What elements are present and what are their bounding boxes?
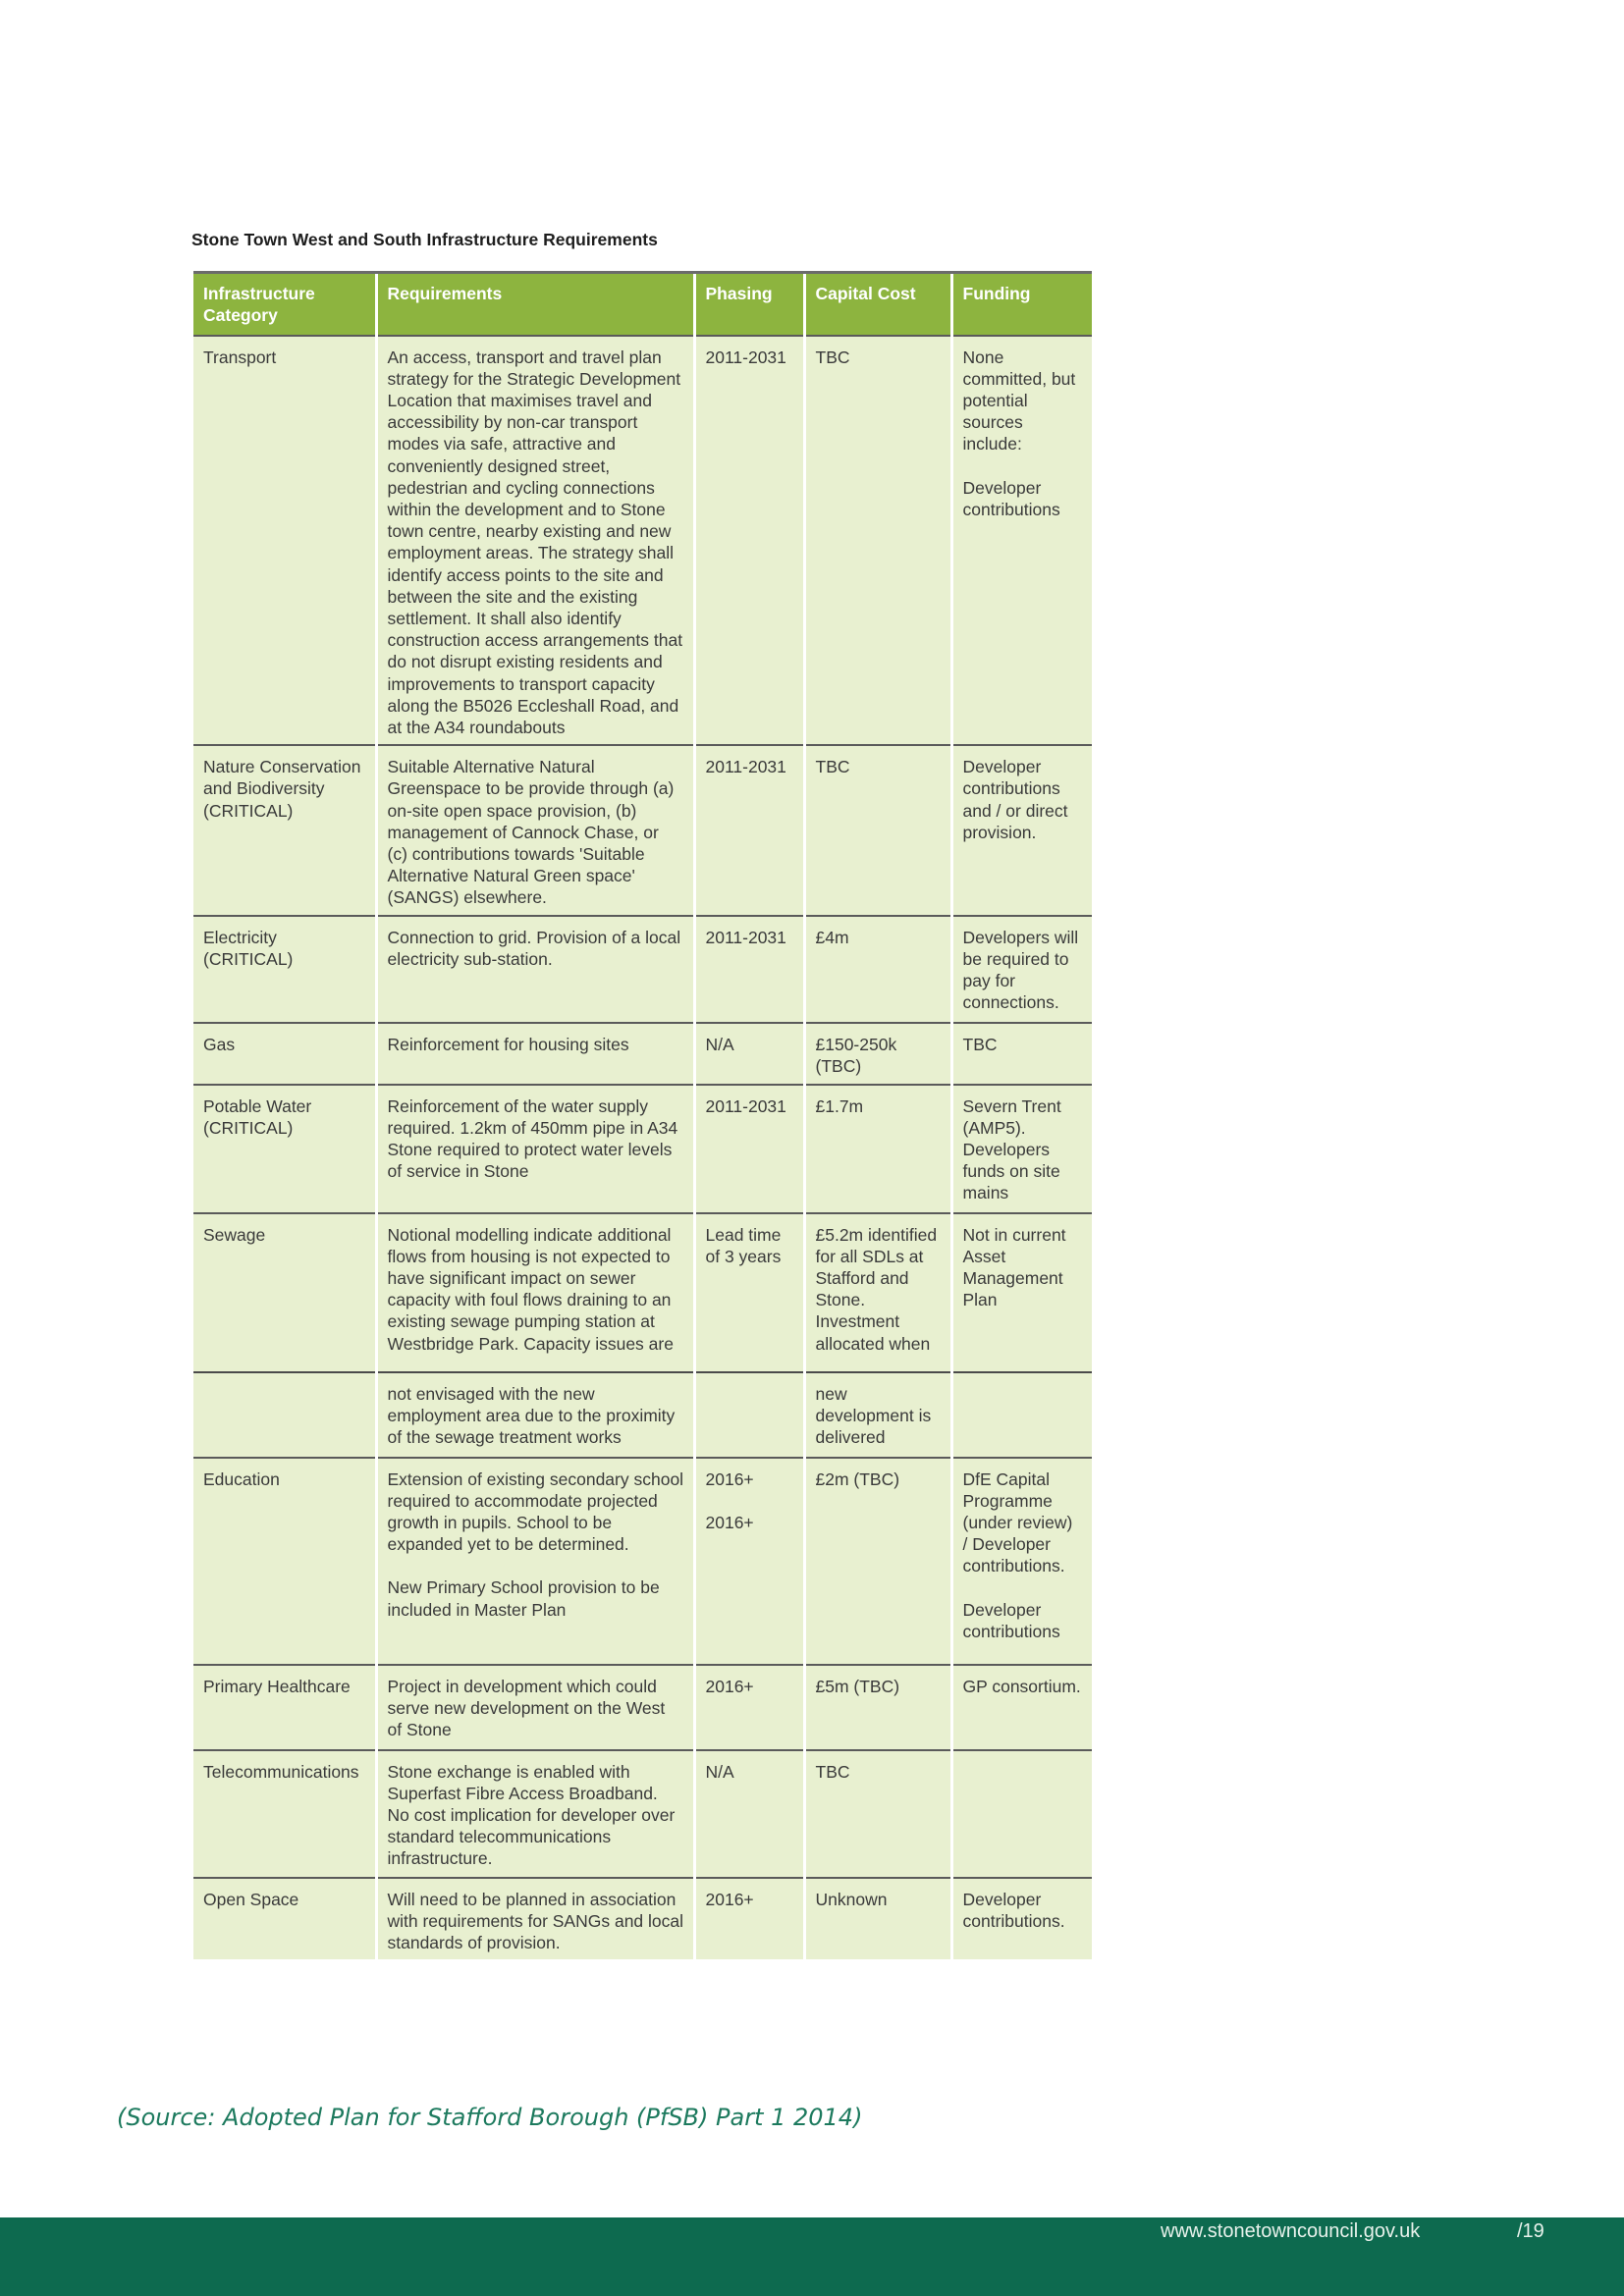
- cell-line: of service in Stone: [387, 1161, 529, 1182]
- cell-line: Asset: [962, 1246, 1006, 1266]
- cell-phasing: [694, 1023, 804, 1085]
- cell-line: sources: [962, 412, 1023, 433]
- cell-requirements: [376, 745, 694, 915]
- cell-line: £2m (TBC): [815, 1468, 900, 1489]
- cell-line: GP consortium.: [962, 1676, 1081, 1696]
- cell-line: (under review): [962, 1512, 1073, 1532]
- cell-phasing: [694, 1085, 804, 1213]
- cell-line: Superfast Fibre Access Broadband.: [387, 1783, 658, 1803]
- table-title: Stone Town West and South Infrastructure Requirements: [191, 230, 658, 249]
- cell-line: (CRITICAL): [203, 1117, 294, 1138]
- cell-line: / Developer: [962, 1534, 1051, 1555]
- table-row: [193, 1213, 1092, 1372]
- cell-capital-cost: [804, 1372, 951, 1458]
- cell-requirements: [376, 1213, 694, 1372]
- table-header: [193, 273, 1092, 336]
- cell-line: Plan: [962, 1290, 998, 1310]
- cell-category: [193, 1085, 376, 1213]
- cell-category: [193, 745, 376, 915]
- cell-capital-cost: [804, 745, 951, 915]
- cell-line: pay for: [962, 970, 1015, 990]
- cell-requirements: [376, 1750, 694, 1878]
- cell-line: Developers: [962, 1139, 1051, 1159]
- cell-line: potential: [962, 390, 1028, 410]
- cell-line: Westbridge Park. Capacity issues are: [387, 1333, 674, 1354]
- cell-line: identify access points to the site and: [387, 564, 664, 585]
- table-row: [193, 916, 1092, 1023]
- cell-line: connections.: [962, 992, 1059, 1013]
- cell-line: Management: [962, 1267, 1063, 1288]
- cell-line: Alternative Natural Green space': [387, 866, 635, 886]
- cell-line: Project in development which could: [387, 1676, 657, 1696]
- cell-line: employment areas. The strategy shall: [387, 543, 674, 563]
- cell-line: DfE Capital: [962, 1468, 1051, 1489]
- cell-line: existing sewage pumping station at: [387, 1311, 655, 1332]
- cell-line: 2016+: [705, 1512, 754, 1532]
- cell-line: TBC: [815, 757, 850, 777]
- cell-line: Will need to be planned in association: [387, 1889, 677, 1909]
- cell-line: allocated when: [815, 1333, 931, 1354]
- cell-line: Extension of existing secondary school: [387, 1468, 684, 1489]
- cell-line: N/A: [705, 1761, 734, 1782]
- cell-line: mains: [962, 1183, 1009, 1203]
- cell-line: 2011-2031: [705, 347, 786, 367]
- cell-line: along the B5026 Eccleshall Road, and: [387, 695, 679, 716]
- cell-line: settlement. It shall also identify: [387, 608, 622, 628]
- cell-line: 2016+: [705, 1468, 754, 1489]
- cell-line: Suitable Alternative Natural: [387, 757, 595, 777]
- cell-phasing: [694, 336, 804, 746]
- cell-capital-cost: [804, 1023, 951, 1085]
- table-row: [193, 1085, 1092, 1213]
- table-row: [193, 1023, 1092, 1085]
- cell-funding: [951, 916, 1092, 1023]
- cell-funding: [951, 1665, 1092, 1750]
- cell-line: have significant impact on sewer: [387, 1267, 636, 1288]
- cell-line: improvements to transport capacity: [387, 673, 655, 694]
- cell-line: Connection to grid. Provision of a local: [387, 927, 681, 947]
- cell-funding: [951, 1458, 1092, 1665]
- cell-line: within the development and to Stone: [387, 499, 666, 519]
- cell-line: of 3 years: [705, 1246, 782, 1266]
- cell-funding: [951, 336, 1092, 746]
- cell-line: funds on site: [962, 1161, 1060, 1182]
- cell-line: Transport: [203, 347, 277, 367]
- cell-line: Not in current: [962, 1224, 1066, 1245]
- cell-line: Developer: [962, 757, 1042, 777]
- header-infrastructure-category: Infrastructure Category: [193, 273, 376, 336]
- table-row: [193, 1750, 1092, 1878]
- cell-requirements: [376, 1878, 694, 1960]
- cell-phasing: [694, 1372, 804, 1458]
- cell-line: Reinforcement for housing sites: [387, 1034, 629, 1054]
- cell-capital-cost: [804, 1750, 951, 1878]
- cell-line: at the A34 roundabouts: [387, 717, 566, 737]
- cell-line: not envisaged with the new: [387, 1383, 595, 1404]
- cell-line: Lead time: [705, 1224, 782, 1245]
- cell-line: Open Space: [203, 1889, 299, 1909]
- cell-category: [193, 1213, 376, 1372]
- cell-category: [193, 1878, 376, 1960]
- cell-line: Investment: [815, 1311, 900, 1332]
- cell-line: Developers will: [962, 927, 1079, 947]
- cell-line: infrastructure.: [387, 1848, 493, 1869]
- cell-line: Notional modelling indicate additional: [387, 1224, 672, 1245]
- cell-line: 2011-2031: [705, 1095, 786, 1116]
- cell-line: Potable Water: [203, 1095, 312, 1116]
- footer-website: www.stonetowncouncil.gov.uk: [1161, 2220, 1421, 2242]
- cell-category: [193, 1458, 376, 1665]
- cell-funding: [951, 1213, 1092, 1372]
- cell-line: electricity sub-station.: [387, 948, 553, 969]
- cell-line: 2016+: [705, 1676, 754, 1696]
- cell-line: Nature Conservation: [203, 757, 361, 777]
- cell-funding: [951, 1750, 1092, 1878]
- cell-line: standards of provision.: [387, 1932, 561, 1952]
- cell-category: [193, 916, 376, 1023]
- cell-category: [193, 336, 376, 746]
- table-row: [193, 745, 1092, 915]
- cell-capital-cost: [804, 1085, 951, 1213]
- cell-line: required. 1.2km of 450mm pipe in A34: [387, 1117, 678, 1138]
- cell-line: conveniently designed street,: [387, 455, 611, 476]
- cell-line: standard telecommunications: [387, 1827, 612, 1847]
- cell-line: of Stone: [387, 1719, 452, 1739]
- header-phasing: Phasing: [694, 273, 804, 336]
- cell-funding: [951, 1085, 1092, 1213]
- cell-phasing: [694, 1750, 804, 1878]
- cell-line: contributions: [962, 1621, 1060, 1641]
- cell-line: £150-250k: [815, 1034, 897, 1054]
- cell-funding: [951, 1023, 1092, 1085]
- cell-line: contributions.: [962, 1910, 1065, 1931]
- cell-line: capacity with foul flows draining to an: [387, 1290, 672, 1310]
- cell-line: contributions: [962, 499, 1060, 519]
- cell-line: between the site and the existing: [387, 586, 638, 607]
- cell-line: of the sewage treatment works: [387, 1426, 622, 1447]
- cell-line: An access, transport and travel plan: [387, 347, 662, 367]
- cell-line: committed, but: [962, 368, 1076, 389]
- cell-line: Reinforcement of the water supply: [387, 1095, 649, 1116]
- cell-line: 2011-2031: [705, 927, 786, 947]
- cell-requirements: [376, 1085, 694, 1213]
- cell-line: (c) contributions towards 'Suitable: [387, 843, 645, 864]
- cell-line: Developer: [962, 1889, 1042, 1909]
- cell-line: accessibility by non-car transport: [387, 412, 638, 433]
- cell-capital-cost: [804, 1665, 951, 1750]
- cell-line: 2016+: [705, 1889, 754, 1909]
- table-row: [193, 1458, 1092, 1665]
- cell-line: growth in pupils. School to be: [387, 1512, 613, 1532]
- cell-line: Primary Healthcare: [203, 1676, 351, 1696]
- cell-category: [193, 1372, 376, 1458]
- cell-line: included in Master Plan: [387, 1599, 567, 1620]
- cell-capital-cost: [804, 916, 951, 1023]
- cell-line: TBC: [815, 347, 850, 367]
- cell-capital-cost: [804, 1878, 951, 1960]
- page-number: /19: [1517, 2220, 1544, 2242]
- cell-line: £1.7m: [815, 1095, 864, 1116]
- cell-line: Education: [203, 1468, 280, 1489]
- cell-line: employment area due to the proximity: [387, 1405, 676, 1425]
- cell-line: with requirements for SANGs and local: [387, 1910, 684, 1931]
- cell-category: [193, 1665, 376, 1750]
- header-capital-cost: Capital Cost: [804, 273, 951, 336]
- cell-capital-cost: [804, 336, 951, 746]
- cell-line: No cost implication for developer over: [387, 1804, 676, 1825]
- cell-line: be required to: [962, 948, 1069, 969]
- cell-line: delivered: [815, 1426, 886, 1447]
- cell-line: Greenspace to be provide through (a): [387, 778, 675, 799]
- cell-requirements: [376, 1458, 694, 1665]
- cell-line: and Biodiversity: [203, 778, 325, 799]
- table-row: [193, 336, 1092, 746]
- cell-line: Severn Trent: [962, 1095, 1061, 1116]
- table-body: [193, 336, 1092, 1960]
- cell-line: flows from housing is not expected to: [387, 1246, 671, 1266]
- cell-line: N/A: [705, 1034, 734, 1054]
- cell-line: Unknown: [815, 1889, 888, 1909]
- cell-line: Electricity: [203, 927, 277, 947]
- cell-line: on-site open space provision, (b): [387, 800, 637, 821]
- cell-line: provision.: [962, 822, 1037, 842]
- cell-phasing: [694, 745, 804, 915]
- cell-line: new: [815, 1383, 847, 1404]
- cell-category: [193, 1750, 376, 1878]
- cell-line: for all SDLs at: [815, 1246, 924, 1266]
- header-requirements: Requirements: [376, 273, 694, 336]
- cell-line: serve new development on the West: [387, 1697, 666, 1718]
- cell-line: TBC: [962, 1034, 998, 1054]
- cell-line: (CRITICAL): [203, 948, 294, 969]
- cell-line: (TBC): [815, 1055, 862, 1076]
- table-row: [193, 1665, 1092, 1750]
- cell-line: (AMP5).: [962, 1117, 1026, 1138]
- cell-line: (CRITICAL): [203, 800, 294, 821]
- cell-line: do not disrupt existing residents and: [387, 652, 663, 672]
- cell-line: development is: [815, 1405, 932, 1425]
- table-row: [193, 1878, 1092, 1960]
- source-note: (Source: Adopted Plan for Stafford Borough (PfSB) Part 1 2014): [117, 2104, 863, 2131]
- cell-line: town centre, nearby existing and new: [387, 521, 672, 542]
- cell-line: contributions: [962, 778, 1060, 799]
- cell-line: 2011-2031: [705, 757, 786, 777]
- cell-line: £5m (TBC): [815, 1676, 900, 1696]
- cell-line: TBC: [815, 1761, 850, 1782]
- cell-capital-cost: [804, 1213, 951, 1372]
- cell-line: modes via safe, attractive and: [387, 434, 616, 454]
- table-row: [193, 1372, 1092, 1458]
- cell-requirements: [376, 1023, 694, 1085]
- cell-line: Stone exchange is enabled with: [387, 1761, 630, 1782]
- cell-phasing: [694, 916, 804, 1023]
- cell-category: [193, 1023, 376, 1085]
- cell-line: expanded yet to be determined.: [387, 1534, 629, 1555]
- header-row: [193, 273, 1092, 336]
- cell-line: required to accommodate projected: [387, 1490, 658, 1511]
- cell-capital-cost: [804, 1458, 951, 1665]
- cell-line: Telecommunications: [203, 1761, 359, 1782]
- cell-line: New Primary School provision to be: [387, 1577, 660, 1598]
- cell-phasing: [694, 1213, 804, 1372]
- cell-line: Sewage: [203, 1224, 266, 1245]
- cell-line: and / or direct: [962, 800, 1068, 821]
- cell-phasing: [694, 1665, 804, 1750]
- cell-funding: [951, 1878, 1092, 1960]
- cell-line: Stafford and: [815, 1267, 909, 1288]
- cell-line: contributions.: [962, 1556, 1065, 1576]
- infrastructure-table: [193, 271, 1092, 1959]
- cell-line: include:: [962, 434, 1022, 454]
- cell-phasing: [694, 1878, 804, 1960]
- cell-phasing: [694, 1458, 804, 1665]
- cell-requirements: [376, 1665, 694, 1750]
- cell-funding: [951, 745, 1092, 915]
- cell-funding: [951, 1372, 1092, 1458]
- cell-requirements: [376, 1372, 694, 1458]
- cell-line: management of Cannock Chase, or: [387, 822, 659, 842]
- cell-requirements: [376, 916, 694, 1023]
- cell-line: £5.2m identified: [815, 1224, 938, 1245]
- cell-line: Stone.: [815, 1290, 866, 1310]
- cell-line: pedestrian and cycling connections: [387, 477, 655, 498]
- cell-line: construction access arrangements that: [387, 630, 683, 651]
- cell-requirements: [376, 336, 694, 746]
- cell-line: Developer: [962, 477, 1042, 498]
- header-funding: Funding: [951, 273, 1092, 336]
- cell-line: strategy for the Strategic Development: [387, 368, 681, 389]
- cell-line: (SANGS) elsewhere.: [387, 887, 547, 908]
- cell-line: Gas: [203, 1034, 236, 1054]
- cell-line: None: [962, 347, 1004, 367]
- cell-line: Developer: [962, 1599, 1042, 1620]
- cell-line: Location that maximises travel and: [387, 390, 652, 410]
- cell-line: £4m: [815, 927, 849, 947]
- cell-line: Stone required to protect water levels: [387, 1139, 673, 1159]
- cell-line: Programme: [962, 1490, 1053, 1511]
